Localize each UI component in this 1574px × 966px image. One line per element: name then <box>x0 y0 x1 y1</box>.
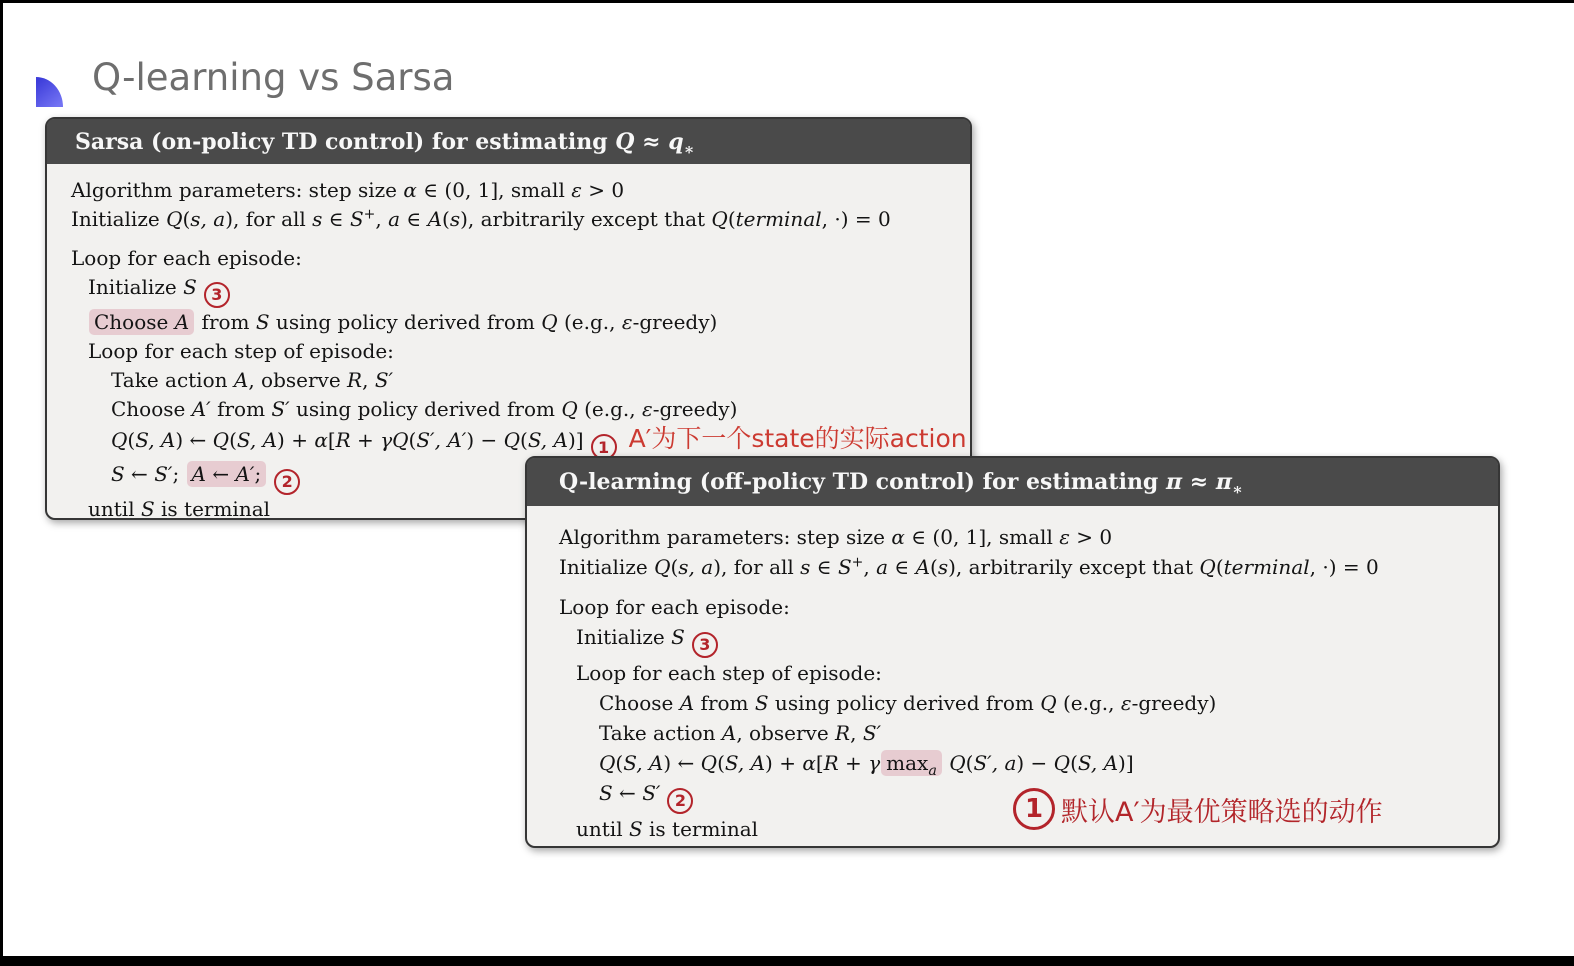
text-run: ) ← <box>175 427 213 452</box>
text-run: is terminal <box>642 817 759 841</box>
frame-edge-bottom <box>0 956 1574 966</box>
text-run: (e.g., <box>577 396 642 421</box>
text-run: until <box>88 496 141 521</box>
text-run: > 0 <box>581 178 625 202</box>
text-run: Q <box>561 396 578 421</box>
text-run: Q <box>541 309 558 334</box>
text-run: )] <box>1118 751 1134 775</box>
text-run: , ·) = 0 <box>821 207 891 231</box>
text-run: S <box>671 625 685 649</box>
text-run: ≈ <box>1182 469 1216 495</box>
text-run: ), arbitrarily except that <box>460 207 712 231</box>
algorithm-line <box>559 552 1498 582</box>
text-run: ∈ <box>400 207 428 231</box>
text-run: A <box>721 721 737 745</box>
text-run: a <box>928 763 937 779</box>
text-run: Loop for each episode: <box>71 246 302 270</box>
text-run: Q <box>711 207 728 231</box>
text-run: Algorithm parameters: step size <box>71 178 404 202</box>
text-run: ( <box>408 427 417 452</box>
text-run: s, a <box>190 207 226 231</box>
text-run: Q <box>700 751 718 775</box>
circled-number: 2 <box>667 788 693 814</box>
text-run: A <box>191 462 206 486</box>
text-run: S <box>754 691 769 715</box>
algorithm-line <box>71 424 970 461</box>
text-run: ( <box>1215 555 1224 579</box>
algorithm-line <box>71 337 970 366</box>
text-run: α <box>802 751 816 775</box>
text-run: s <box>800 555 811 579</box>
text-run: , <box>863 555 877 579</box>
text-run: ( <box>930 555 938 579</box>
text-run: ∈ (0, 1], small <box>416 178 572 202</box>
text-run: ( <box>1070 751 1078 775</box>
text-run: s, a <box>678 555 714 579</box>
text-run: , <box>362 367 375 392</box>
algorithm-line <box>71 273 970 308</box>
text-run: , ·) = 0 <box>1309 555 1379 579</box>
text-run: S′ <box>642 781 661 805</box>
sarsa-box-title <box>75 128 695 158</box>
text-run: + <box>363 206 376 223</box>
text-run: Initialize <box>88 275 184 299</box>
text-run: Q-learning (off-policy TD control) for estimating <box>559 469 1166 495</box>
text-run: S <box>183 275 197 299</box>
text-run: S <box>349 207 364 231</box>
text-run: s <box>449 207 461 231</box>
text-run: -greedy) <box>652 396 738 421</box>
text-run: Take action <box>599 721 722 745</box>
text-run: ∈ (0, 1], small <box>904 525 1060 549</box>
text-run: ; <box>254 462 262 486</box>
text-run: R <box>835 721 851 745</box>
text-run: ), for all <box>713 555 801 579</box>
text-run: s <box>937 555 949 579</box>
text-run: [ <box>815 751 824 775</box>
text-run: α <box>891 525 905 549</box>
text-run: S <box>111 462 125 486</box>
text-run: S, A <box>527 427 568 452</box>
text-run: + <box>851 554 864 571</box>
algorithm-line <box>71 244 970 273</box>
highlight <box>187 461 267 487</box>
blue-wedge-icon <box>36 77 63 107</box>
text-run: S, A <box>236 427 278 452</box>
algorithm-line <box>559 748 1498 778</box>
algorithm-line <box>559 718 1498 748</box>
page-title: Q-learning vs Sarsa <box>92 56 455 99</box>
text-run: Q <box>166 207 183 231</box>
algorithm-line <box>559 592 1498 622</box>
qlearning-box-title <box>559 469 1243 499</box>
text-run: Q <box>1199 555 1216 579</box>
text-run: ε <box>571 178 582 202</box>
text-run: α <box>314 427 328 452</box>
text-run: S, A <box>1077 751 1119 775</box>
text-run: ∈ <box>888 555 916 579</box>
text-run: A′ <box>191 396 211 421</box>
text-run: ), arbitrarily except that <box>948 555 1200 579</box>
text-run: ( <box>727 207 736 231</box>
annotation-text: A′为下一个state的实际action <box>628 423 967 453</box>
text-run: , <box>850 721 863 745</box>
text-run: ∗ <box>1231 479 1243 499</box>
text-run: γQ <box>380 427 409 452</box>
text-run: Q <box>1053 751 1071 775</box>
text-run: Q <box>111 427 128 452</box>
sarsa-box-header <box>47 119 970 164</box>
text-run: , observe <box>736 721 836 745</box>
text-run: A <box>233 367 249 392</box>
circled-number: 3 <box>692 632 718 658</box>
text-run: [ <box>327 427 336 452</box>
text-run: ( <box>182 207 191 231</box>
text-run: q <box>668 128 684 155</box>
text-run: Choose <box>599 691 680 715</box>
text-run: ( <box>520 427 528 452</box>
text-run: -greedy) <box>632 309 718 334</box>
text-run: S <box>599 781 613 805</box>
text-run: Loop for each step of episode: <box>88 338 394 363</box>
text-run: + <box>838 751 869 775</box>
text-run: ← <box>124 462 155 486</box>
circled-number: 3 <box>204 282 230 308</box>
text-run: S <box>140 496 155 521</box>
text-run: Q <box>615 128 635 155</box>
text-run: S′ <box>154 462 173 486</box>
text-run: A′ <box>235 462 255 486</box>
text-run: a <box>876 555 889 579</box>
highlight <box>89 309 194 335</box>
text-run: ( <box>442 207 450 231</box>
qlearning-algorithm-box <box>525 456 1500 848</box>
qlearning-box-header <box>527 458 1498 506</box>
text-run: terminal <box>1223 555 1310 579</box>
text-run: ∗ <box>683 138 695 158</box>
annotation-text: 默认A′为最优策略选的动作 <box>1061 796 1383 828</box>
frame-edge-left <box>0 0 3 966</box>
text-run: ; <box>172 462 186 486</box>
algorithm-line <box>71 308 970 337</box>
text-run: ) + <box>765 751 803 775</box>
text-run: S, A <box>724 751 766 775</box>
text-run: a <box>388 207 401 231</box>
text-run: S <box>255 309 270 334</box>
text-run: S <box>837 555 852 579</box>
text-run: from <box>694 691 755 715</box>
text-run: ε <box>1120 691 1132 715</box>
text-run: ( <box>615 751 624 775</box>
text-run: Q <box>1040 691 1057 715</box>
text-run: Sarsa (on-policy TD control) for estimating <box>75 128 616 155</box>
text-run: Choose <box>111 396 192 421</box>
text-run: A <box>679 691 695 715</box>
text-run: ) + <box>277 427 315 452</box>
highlight <box>881 750 942 779</box>
text-run: Q <box>654 555 671 579</box>
frame-edge-top <box>0 0 1574 3</box>
text-run: S′, A′ <box>416 427 467 452</box>
text-run: Initialize <box>71 207 167 231</box>
text-run: ε <box>641 396 653 421</box>
text-run: Loop for each step of episode: <box>576 661 882 685</box>
text-run: ) − <box>1016 751 1054 775</box>
text-run: (e.g., <box>1056 691 1121 715</box>
text-run: α <box>403 178 417 202</box>
text-run: π <box>1215 469 1232 495</box>
text-run: ε <box>621 309 633 334</box>
text-run: using policy derived from <box>768 691 1041 715</box>
text-run: S <box>628 817 643 841</box>
text-run: Q <box>599 751 616 775</box>
algorithm-line <box>71 176 970 205</box>
text-run: ← <box>206 462 236 486</box>
text-run: > 0 <box>1069 525 1113 549</box>
text-run: S′ <box>862 721 882 745</box>
text-run: S′, a <box>973 751 1017 775</box>
algorithm-line <box>71 366 970 395</box>
text-run: R <box>347 367 363 392</box>
algorithm-line <box>71 395 970 424</box>
text-run: ← <box>612 781 643 805</box>
text-run: ( <box>229 427 237 452</box>
text-run: ε <box>1059 525 1070 549</box>
text-run: is terminal <box>154 496 271 521</box>
text-run: , <box>375 207 389 231</box>
text-run: using policy derived from <box>269 309 542 334</box>
text-run: Algorithm parameters: step size <box>559 525 892 549</box>
text-run: γ <box>868 751 881 775</box>
text-run: Q <box>949 751 966 775</box>
text-run: ∈ <box>322 207 350 231</box>
text-run: ( <box>127 427 136 452</box>
text-run: S′ <box>374 367 394 392</box>
text-run: from <box>195 309 256 334</box>
text-run: max <box>886 751 929 775</box>
circled-number: 1 <box>591 434 617 460</box>
text-run: A <box>915 555 931 579</box>
text-run: s <box>312 207 323 231</box>
text-run: R <box>335 427 351 452</box>
text-run: ∈ <box>810 555 838 579</box>
text-run: A <box>427 207 443 231</box>
text-run: ( <box>965 751 974 775</box>
text-run: ) − <box>466 427 504 452</box>
text-run: until <box>576 817 629 841</box>
text-run: Take action <box>111 367 234 392</box>
text-run: Q <box>503 427 520 452</box>
circled-number: 1 <box>1013 788 1055 830</box>
text-run: Initialize <box>576 625 672 649</box>
text-run: ( <box>670 555 679 579</box>
text-run: Q <box>212 427 230 452</box>
text-run: ( <box>717 751 725 775</box>
algorithm-line <box>71 205 970 234</box>
text-run: ) ← <box>663 751 701 775</box>
text-run: A <box>174 309 190 334</box>
qlearning-annotation <box>1013 788 1383 830</box>
circled-number: 2 <box>274 469 300 495</box>
text-run: from <box>210 396 272 421</box>
algorithm-line <box>559 622 1498 658</box>
text-run: )] <box>567 427 584 452</box>
text-run: Choose <box>94 309 175 334</box>
text-run: R <box>823 751 839 775</box>
text-run: using policy derived from <box>289 396 562 421</box>
algorithm-line <box>559 522 1498 552</box>
text-run: S, A <box>135 427 176 452</box>
text-run: (e.g., <box>557 309 622 334</box>
text-run: , observe <box>248 367 348 392</box>
text-run: ), for all <box>225 207 313 231</box>
text-run: -greedy) <box>1131 691 1217 715</box>
text-run: S′ <box>271 396 290 421</box>
text-run: Loop for each episode: <box>559 595 790 619</box>
text-run: S, A <box>623 751 664 775</box>
algorithm-line <box>559 658 1498 688</box>
text-run: terminal <box>735 207 822 231</box>
algorithm-line <box>559 688 1498 718</box>
text-run: ≈ <box>634 128 669 155</box>
text-run: + <box>350 427 381 452</box>
text-run: Initialize <box>559 555 655 579</box>
text-run: π <box>1165 469 1183 495</box>
